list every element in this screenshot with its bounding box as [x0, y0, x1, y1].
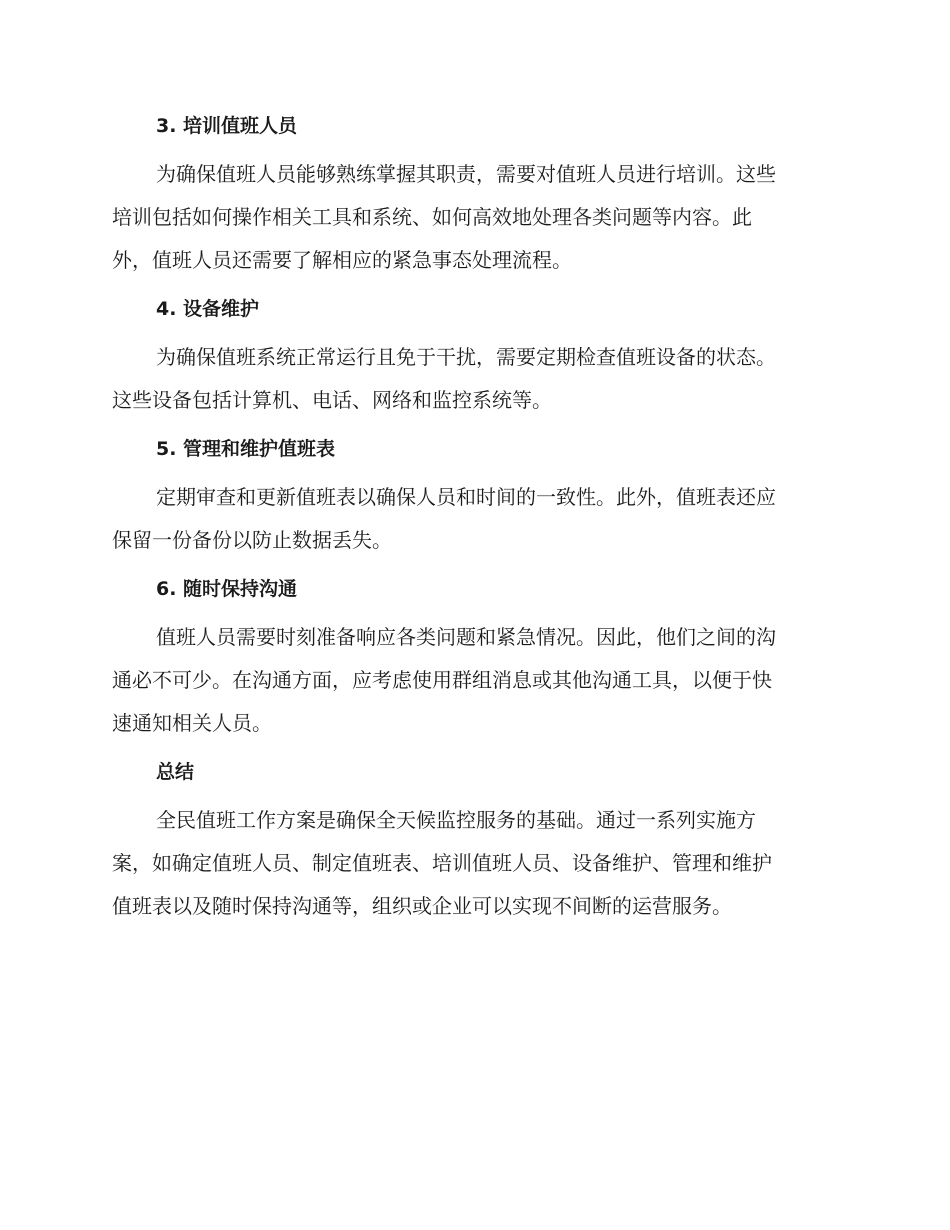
document-page — [112, 108, 832, 937]
section-heading: 5. 管理和维护值班表 — [156, 438, 336, 460]
section-communication — [112, 571, 832, 745]
section-heading: 4. 设备维护 — [156, 298, 260, 320]
section-schedule — [112, 431, 832, 562]
section-paragraph — [112, 799, 832, 928]
paragraph-line: 案，如确定值班人员、制定值班表、培训值班人员、设备维护、管理和维护 — [112, 851, 772, 875]
paragraph-line: 全民值班工作方案是确保全天候监控服务的基础。通过一系列实施方 — [156, 808, 756, 832]
paragraph-line: 速通知相关人员。 — [112, 711, 272, 735]
section-heading: 3. 培训值班人员 — [156, 115, 298, 137]
section-training — [112, 108, 832, 282]
paragraph-line: 值班人员需要时刻准备响应各类问题和紧急情况。因此，他们之间的沟 — [156, 625, 776, 649]
section-heading: 6. 随时保持沟通 — [156, 578, 298, 600]
paragraph-line: 培训包括如何操作相关工具和系统、如何高效地处理各类问题等内容。此 — [112, 205, 752, 229]
section-paragraph — [112, 616, 832, 745]
section-paragraph — [112, 476, 832, 562]
section-summary — [112, 754, 832, 928]
paragraph-line: 外，值班人员还需要了解相应的紧急事态处理流程。 — [112, 248, 572, 272]
paragraph-line: 值班表以及随时保持沟通等，组织或企业可以实现不间断的运营服务。 — [112, 894, 732, 918]
paragraph-line: 为确保值班系统正常运行且免于干扰，需要定期检查值班设备的状态。 — [156, 345, 776, 369]
paragraph-line: 定期审查和更新值班表以确保人员和时间的一致性。此外，值班表还应 — [156, 485, 776, 509]
paragraph-line: 保留一份备份以防止数据丢失。 — [112, 528, 392, 552]
paragraph-line: 这些设备包括计算机、电话、网络和监控系统等。 — [112, 388, 552, 412]
paragraph-line: 为确保值班人员能够熟练掌握其职责，需要对值班人员进行培训。这些 — [156, 162, 776, 186]
paragraph-line: 通必不可少。在沟通方面，应考虑使用群组消息或其他沟通工具，以便于快 — [112, 668, 772, 692]
section-paragraph — [112, 336, 832, 422]
section-heading: 总结 — [156, 761, 195, 783]
section-equipment — [112, 291, 832, 422]
section-paragraph — [112, 153, 832, 282]
